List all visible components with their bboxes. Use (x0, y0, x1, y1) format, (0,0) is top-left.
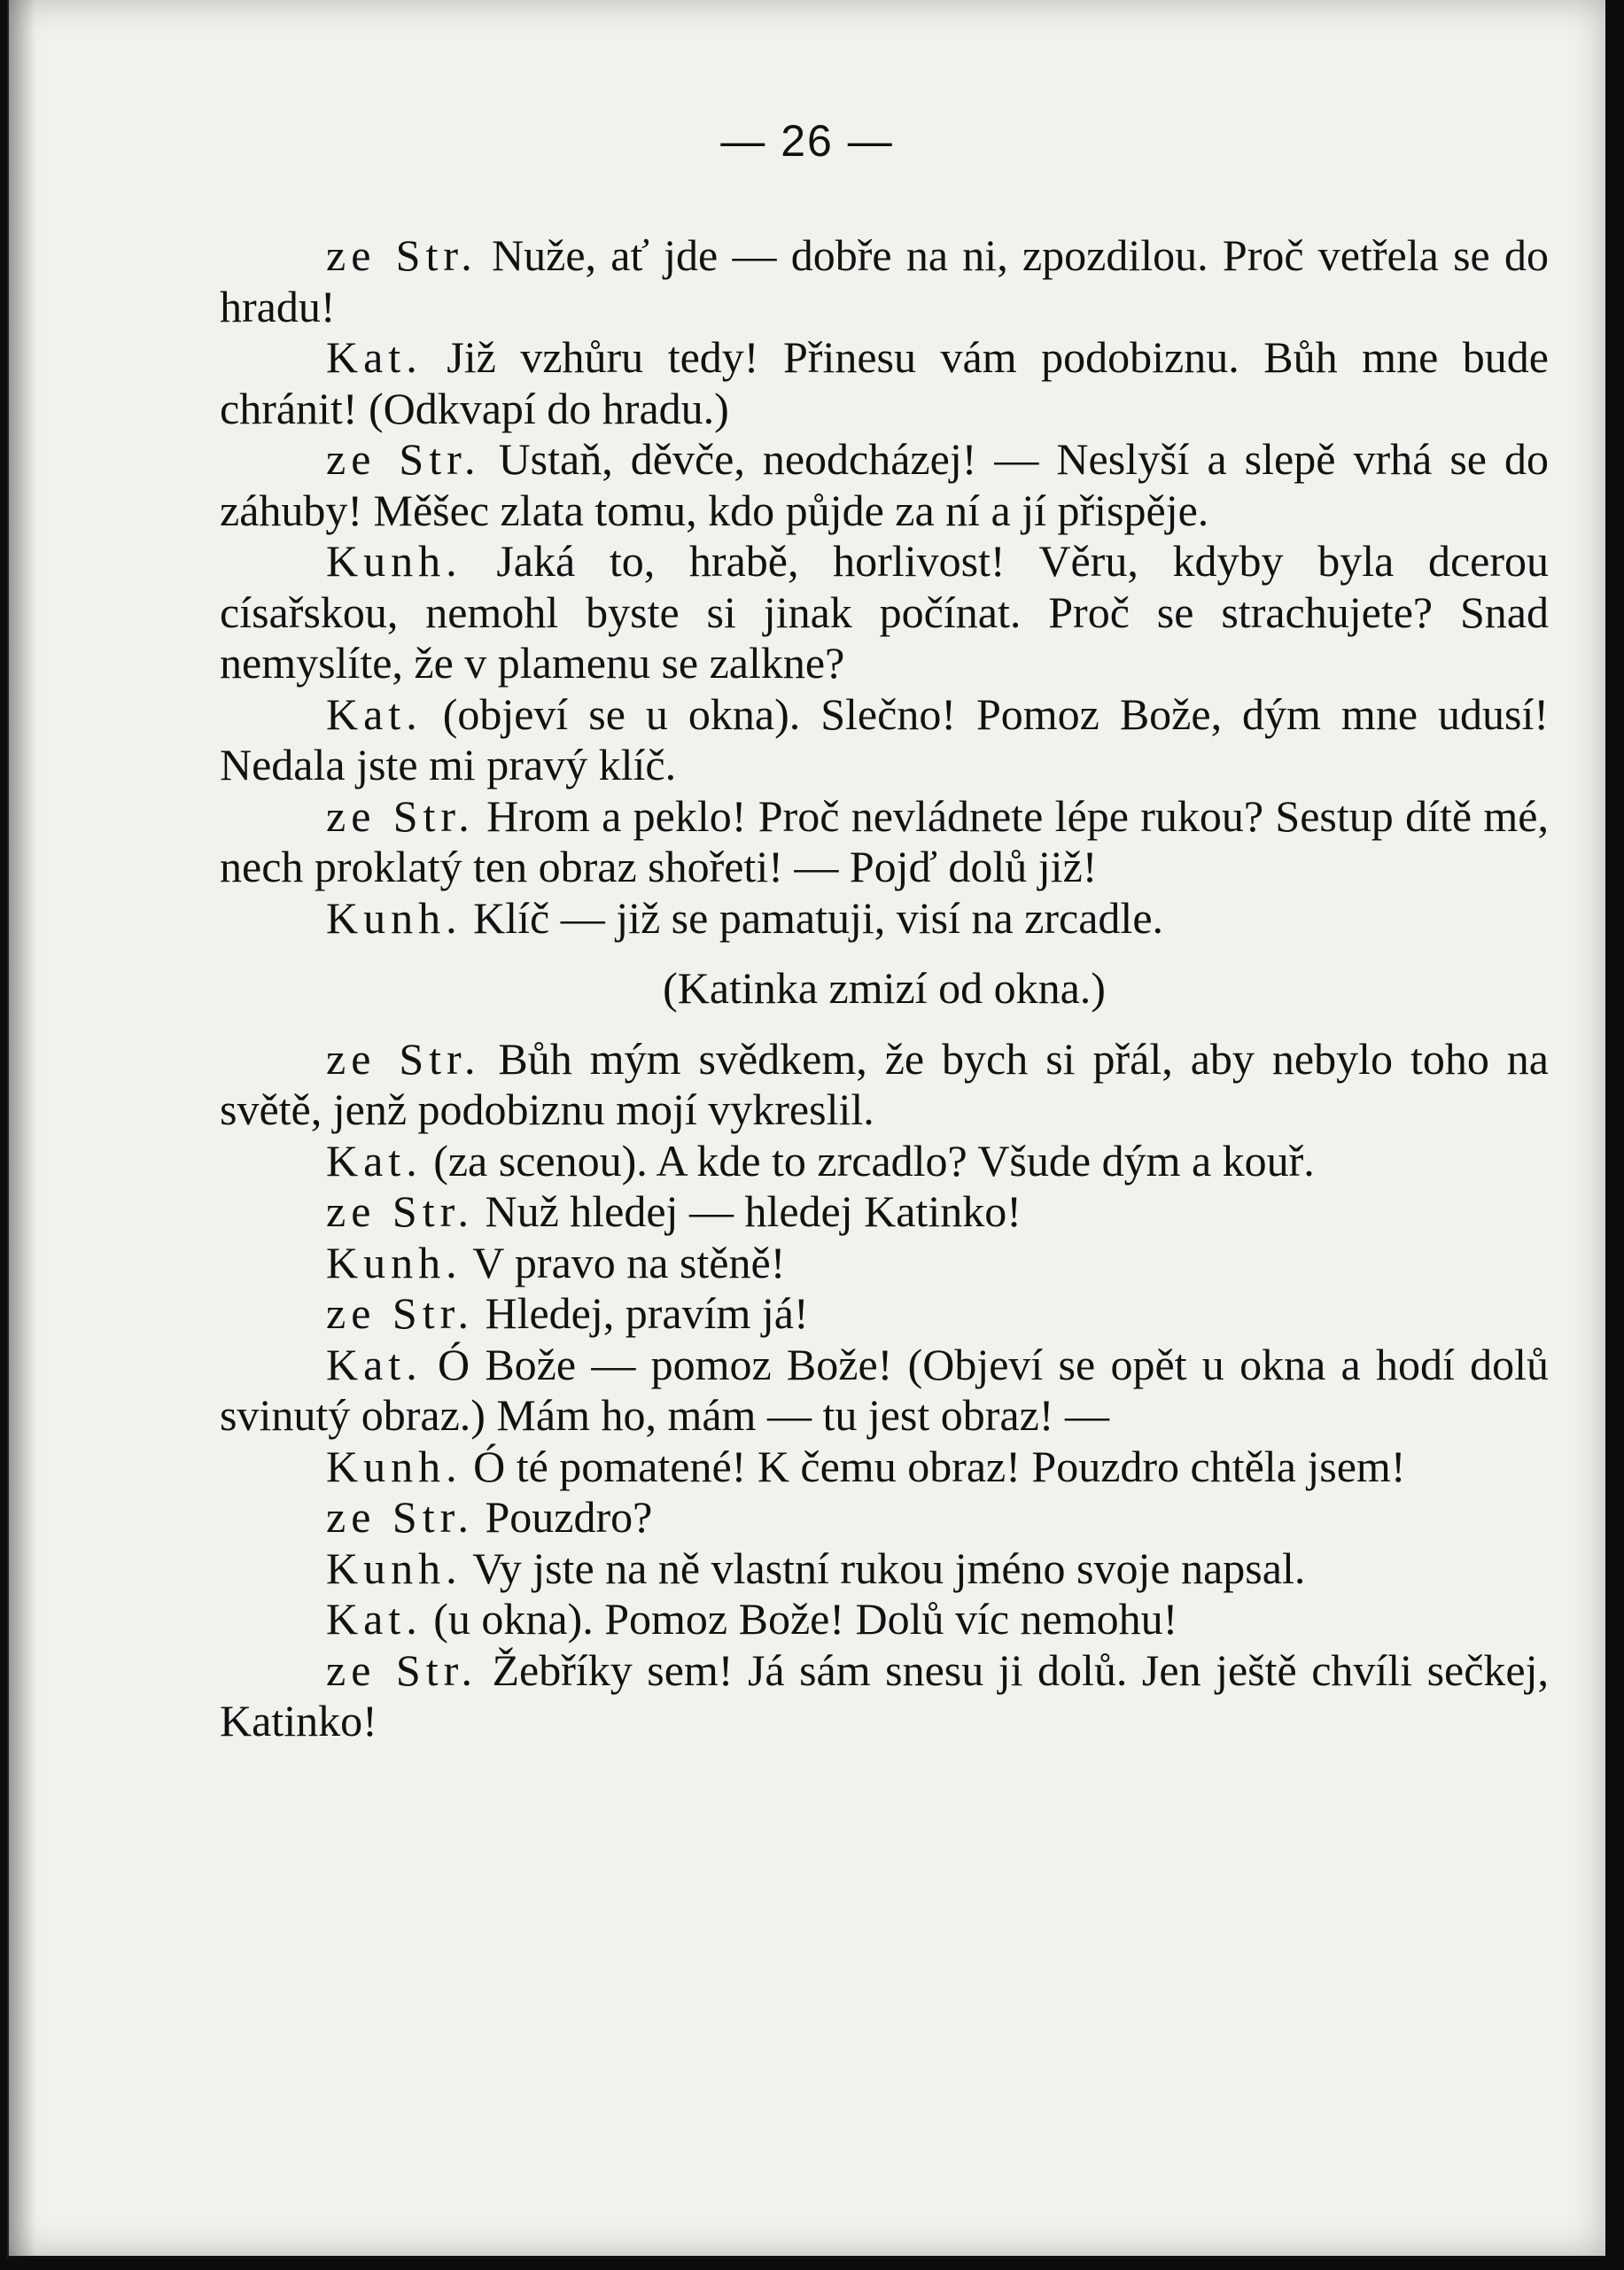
line-text: Ó té pomatené! K čemu obraz! Pouzdro chtěla jsem! (473, 1441, 1406, 1491)
speaker-label: ze Str. (326, 1288, 474, 1338)
speaker-label: Kunh. (326, 536, 462, 586)
page-number: — 26 — (720, 116, 894, 166)
speaker-label: ze Str. (326, 1492, 474, 1542)
line-text: Ustaň, děvče, neodcházej! — Neslyší a slepě vrhá se do záhuby! Měšec zlata tomu, kdo půjde za ní a jí přispěje. (220, 434, 1550, 535)
speaker-label: Kat. (326, 332, 423, 382)
line-text: Hledej, pravím já! (485, 1288, 809, 1338)
dialogue-line (220, 1543, 1549, 1595)
speaker-label: Kat. (326, 1339, 423, 1389)
speaker-label: Kunh. (326, 892, 462, 943)
speaker-label: ze Str. (326, 230, 478, 280)
line-text: Nuže, ať jde — dobře na ni, zpozdilou. Proč vetřela se do hradu! (220, 230, 1550, 331)
dialogue-text (220, 230, 1549, 1747)
speaker-label: ze Str. (326, 790, 475, 841)
dialogue-line (220, 689, 1549, 791)
speaker-label: ze Str. (326, 1644, 478, 1695)
line-text: (u okna). Pomoz Bože! Dolů víc nemohu! (433, 1594, 1178, 1644)
line-text: Žebříky sem! Já sám snesu ji dolů. Jen ještě chvíli sečkej, Katinko! (220, 1644, 1549, 1745)
dialogue-line (220, 791, 1549, 893)
dialogue-line (220, 1238, 1549, 1289)
dialogue-line (220, 536, 1549, 689)
speaker-label: Kat. (326, 688, 423, 739)
dialogue-line (220, 1340, 1549, 1442)
dialogue-line (220, 1288, 1549, 1340)
dialogue-line (220, 893, 1549, 945)
line-text: Pouzdro? (485, 1492, 653, 1542)
speaker-label: Kunh. (326, 1543, 462, 1593)
speaker-label: Kat. (326, 1135, 423, 1186)
line-text: Vy jste na ně vlastní rukou jméno svoje napsal. (472, 1543, 1306, 1593)
speaker-label: Kunh. (326, 1441, 462, 1491)
speaker-label: ze Str. (326, 1186, 474, 1236)
dialogue-line (220, 1442, 1549, 1493)
dialogue-line (220, 434, 1549, 536)
line-text: (za scenou). A kde to zrcadlo? Všude dým a kouř. (433, 1135, 1315, 1186)
line-text: Hrom a peklo! Proč nevládnete lépe rukou? Sestup dítě mé, nech proklatý ten obraz shořeti! — Pojď dolů již! (220, 790, 1549, 891)
speaker-label: Kat. (326, 1594, 423, 1644)
speaker-label: Kunh. (326, 1237, 462, 1287)
dialogue-line (220, 1136, 1549, 1187)
line-text: Ó Bože — pomoz Bože! (Objeví se opět u okna a hodí dolů svinutý obraz.) Mám ho, mám — tu jest obraz! — (220, 1339, 1550, 1440)
speaker-label: ze Str. (326, 1033, 481, 1084)
dialogue-line (220, 230, 1549, 332)
dialogue-line (220, 1594, 1549, 1645)
dialogue-line (220, 1492, 1549, 1543)
dialogue-line (220, 1186, 1549, 1238)
speaker-label: ze Str. (326, 434, 481, 484)
line-text: V pravo na stěně! (472, 1237, 786, 1287)
dialogue-line (220, 1645, 1549, 1747)
line-text: Bůh mým svědkem, že bych si přál, aby nebylo toho na světě, jenž podobiznu mojí vykreslil. (220, 1033, 1549, 1134)
line-text: Již vzhůru tedy! Přinesu vám podobiznu. Bůh mne bude chránit! (Odkvapí do hradu.) (220, 332, 1549, 433)
line-text: Klíč — již se pamatuji, visí na zrcadle. (473, 892, 1164, 943)
line-text: Jaká to, hrabě, horlivost! Věru, kdyby byla dcerou císařskou, nemohl byste si jinak počínat. Proč se strachujete? Snad nemyslíte, že v plamenu se zalkne? (220, 536, 1550, 688)
page-spine-shadow (9, 0, 35, 2256)
line-text: (objeví se u okna). Slečno! Pomoz Bože, dým mne udusí! Nedala jste mi pravý klíč. (220, 688, 1549, 789)
line-text: Nuž hledej — hledej Katinko! (485, 1186, 1022, 1236)
book-page (7, 0, 1605, 2258)
dialogue-line (220, 332, 1549, 434)
stage-direction: (Katinka zmizí od okna.) (663, 963, 1106, 1013)
dialogue-line (220, 1034, 1549, 1136)
